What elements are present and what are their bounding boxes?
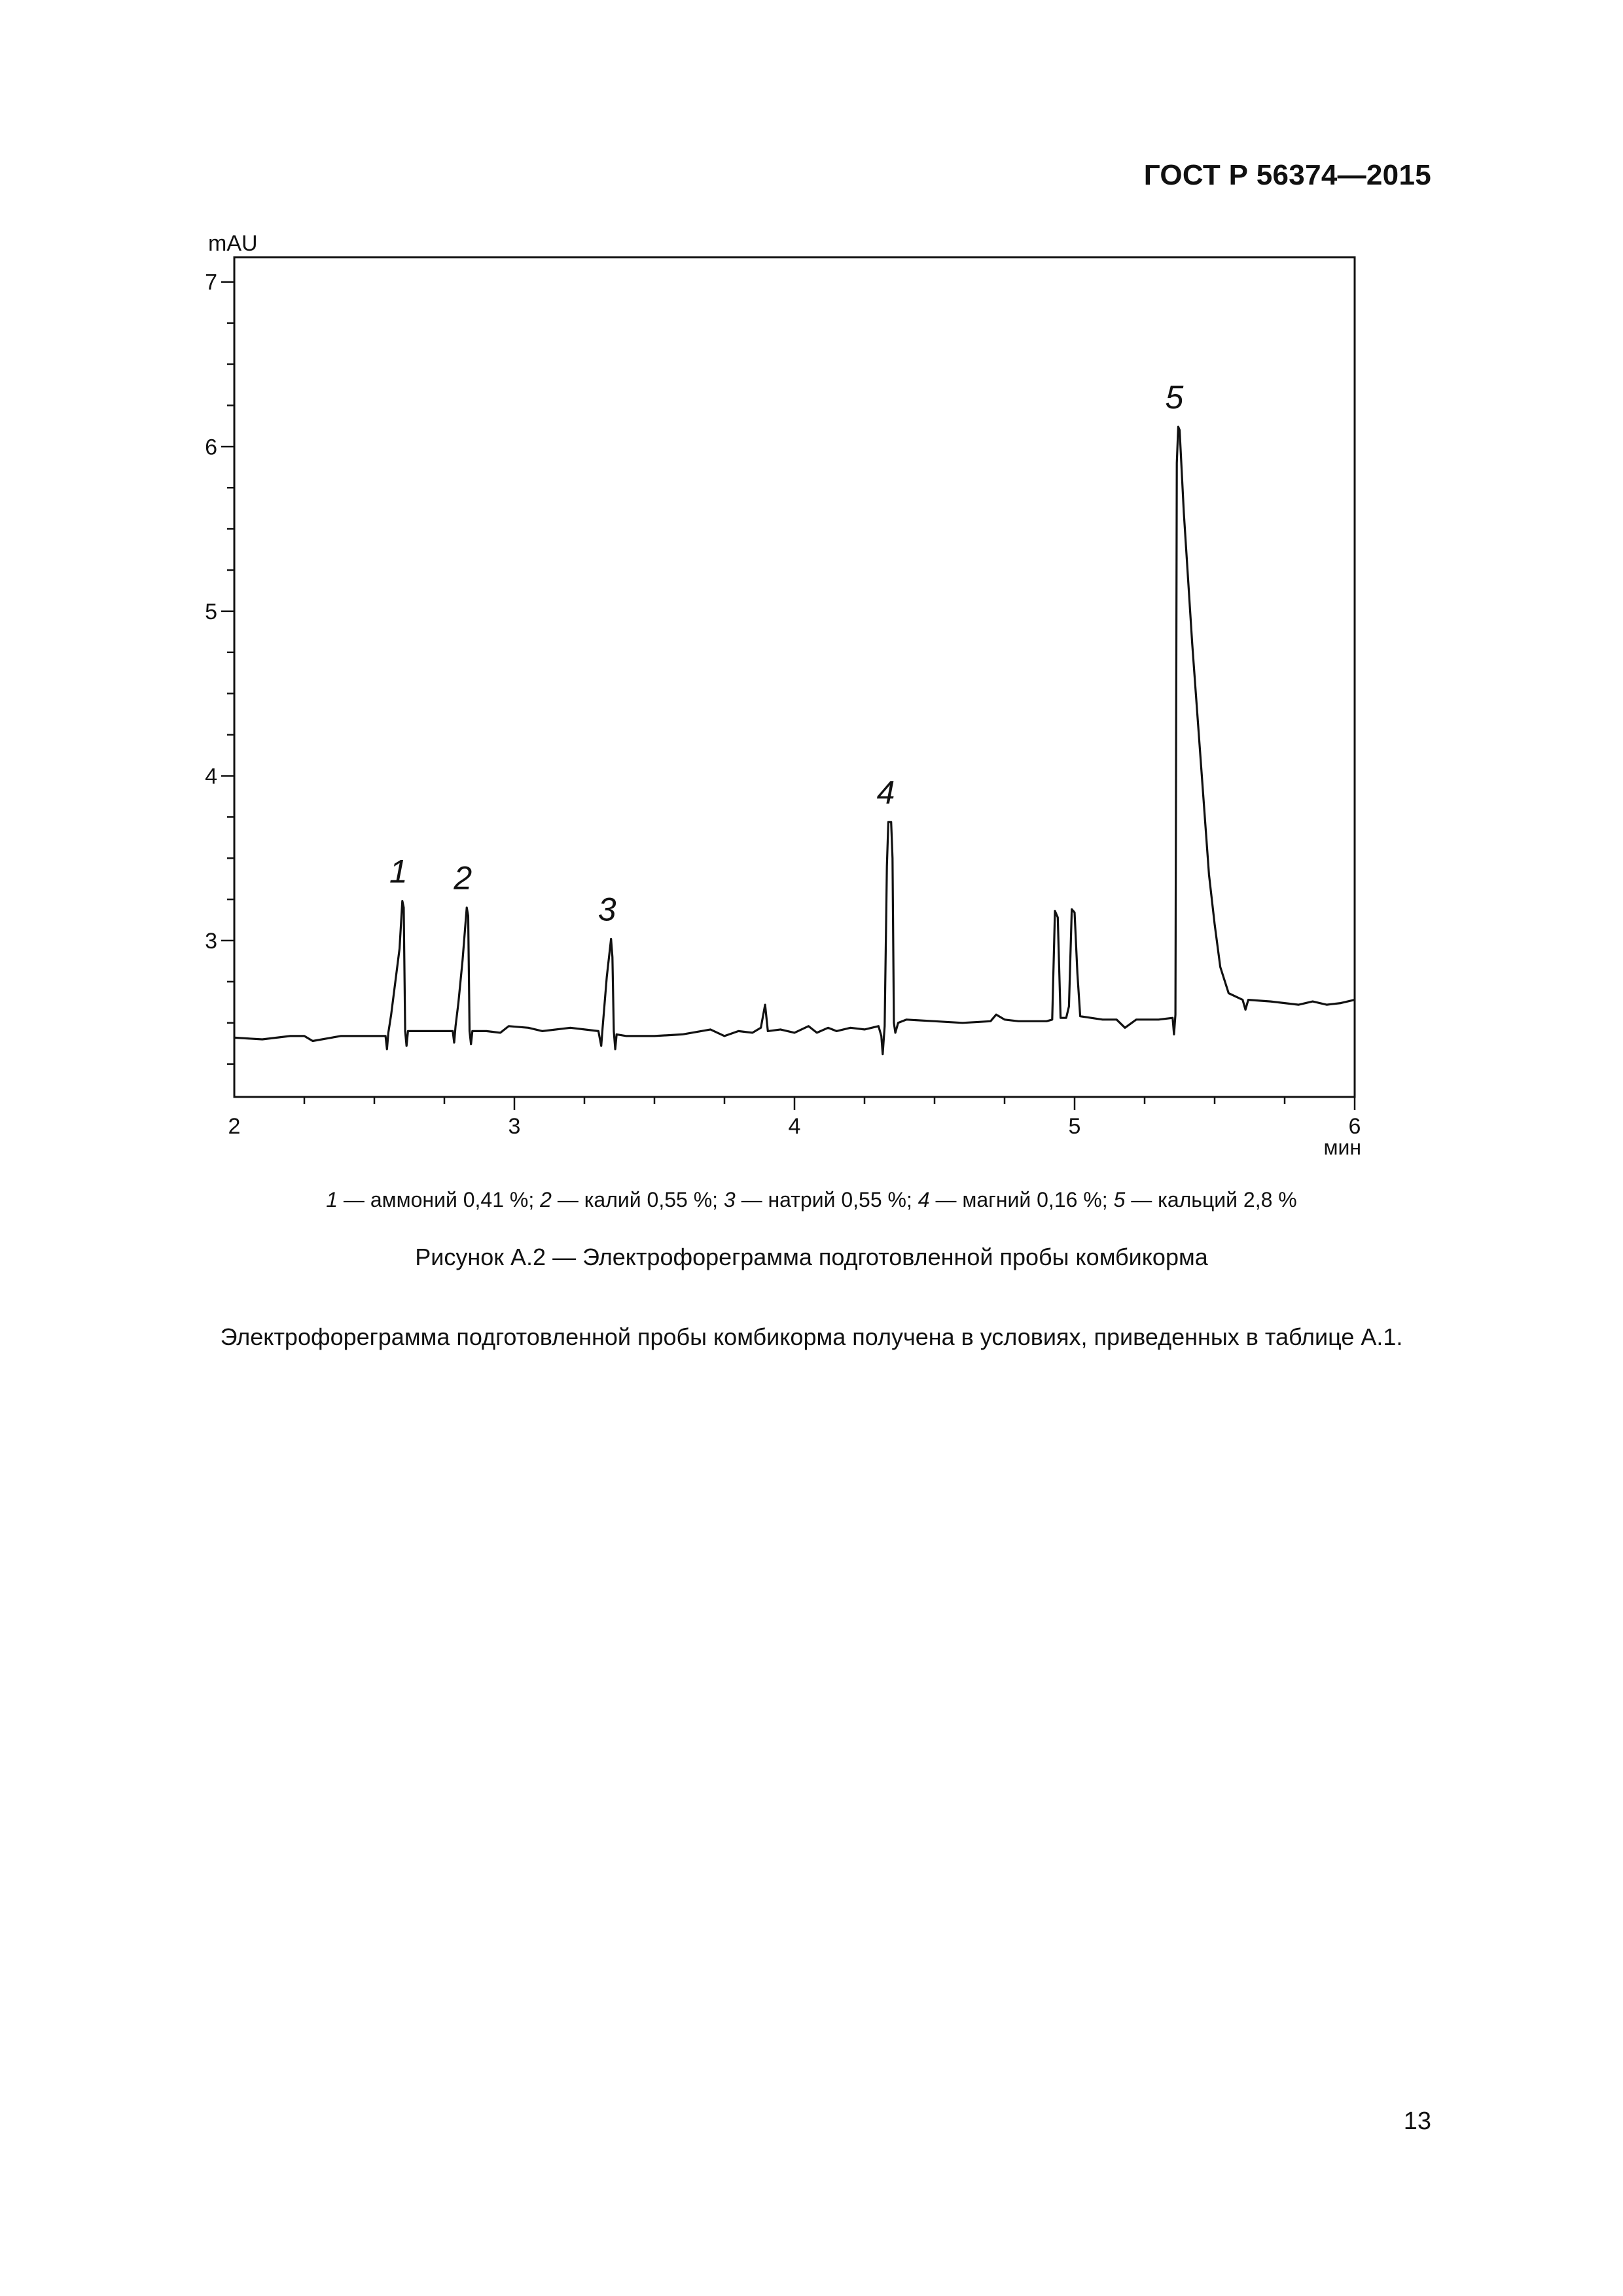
legend-num-5: 5: [1113, 1188, 1126, 1211]
page-number: 13: [1403, 2108, 1431, 2135]
peak-label-2: 2: [454, 859, 473, 897]
y-tick-label: 6: [205, 435, 217, 460]
x-axis-ticks: [228, 1097, 1361, 1139]
peak-labels: [389, 379, 1184, 927]
legend-num-1: 1: [326, 1188, 338, 1211]
x-axis-label: мин: [1323, 1136, 1361, 1159]
x-tick-label: 3: [508, 1114, 521, 1139]
x-tick-label: 2: [228, 1114, 241, 1139]
y-axis-label: mAU: [208, 231, 258, 256]
peak-label-4: 4: [876, 774, 895, 811]
legend-text-1: — аммоний 0,41 %;: [338, 1188, 541, 1211]
peak-label-1: 1: [389, 853, 408, 890]
series-line: [234, 427, 1355, 1054]
y-tick-label: 5: [205, 599, 217, 624]
y-tick-label: 4: [205, 764, 217, 789]
y-axis-ticks: [205, 270, 234, 1064]
plot-frame: [234, 257, 1355, 1097]
figure-caption: Рисунок А.2 — Электрофореграмма подготовленной пробы комбикорма: [415, 1244, 1208, 1270]
peak-label-3: 3: [597, 891, 616, 928]
y-tick-label: 7: [205, 270, 217, 295]
x-tick-label: 6: [1348, 1114, 1361, 1139]
body-paragraph: Электрофореграмма подготовленной пробы комбикорма получена в условиях, приведенных в таблице А.1.: [220, 1323, 1403, 1350]
document-code: ГОСТ Р 56374—2015: [1143, 159, 1431, 191]
x-tick-label: 4: [788, 1114, 801, 1139]
figure-legend: [0, 1188, 1623, 1212]
legend-num-4: 4: [918, 1188, 930, 1211]
peak-label-5: 5: [1165, 379, 1184, 416]
series-group: [234, 427, 1355, 1054]
legend-text-2: — калий 0,55 %;: [551, 1188, 724, 1211]
legend-num-3: 3: [723, 1188, 736, 1211]
legend-text-5: — кальций 2,8 %: [1125, 1188, 1297, 1211]
legend-text-3: — натрий 0,55 %;: [735, 1188, 918, 1211]
legend-num-2: 2: [540, 1188, 552, 1211]
legend-text-4: — магний 0,16 %;: [929, 1188, 1114, 1211]
x-tick-label: 5: [1068, 1114, 1081, 1139]
y-tick-label: 3: [205, 929, 217, 954]
